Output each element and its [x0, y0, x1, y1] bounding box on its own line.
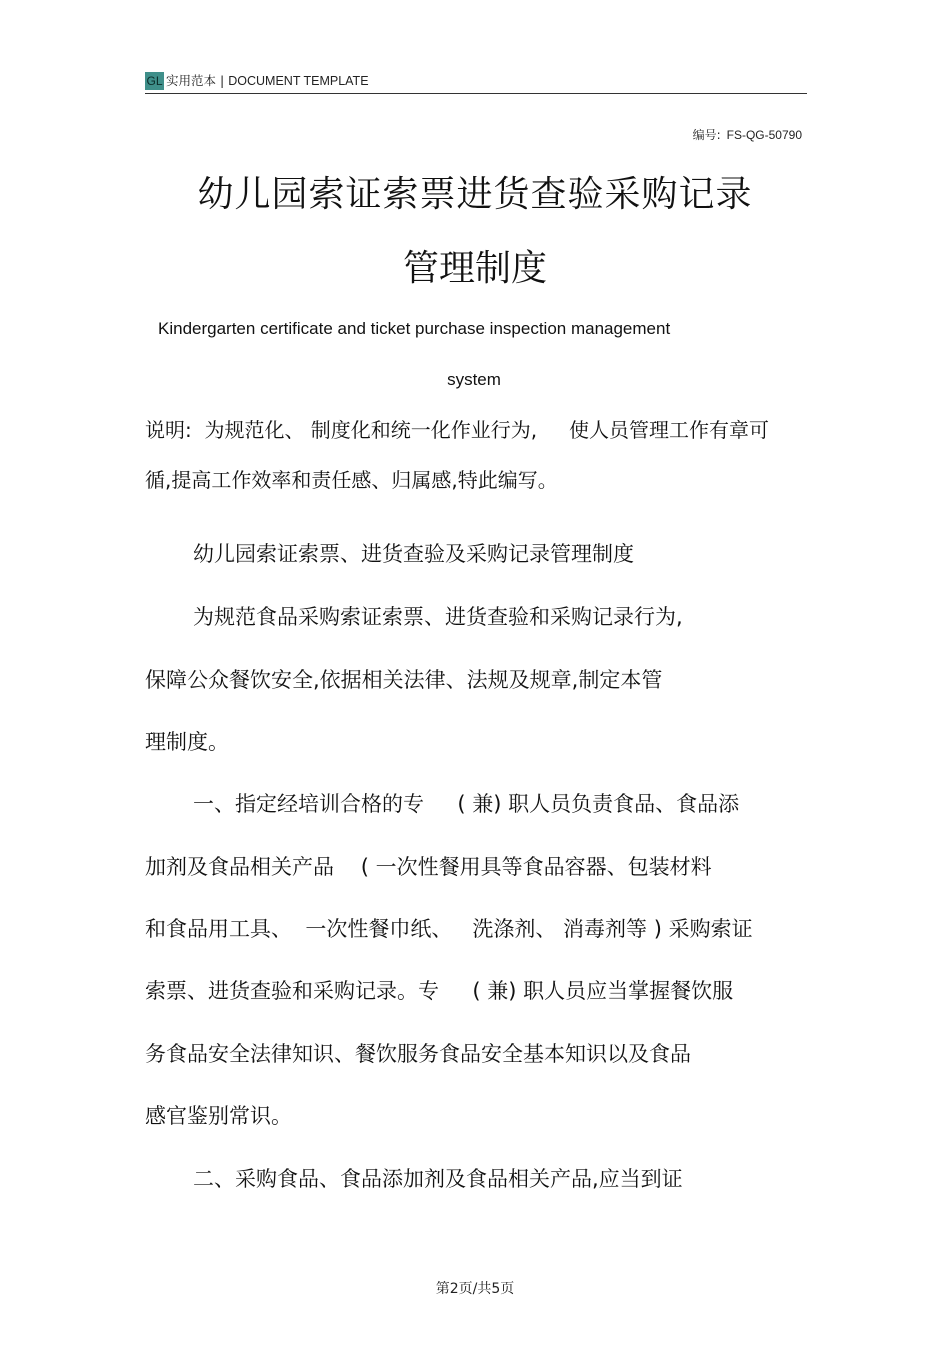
header-separator: | [220, 73, 225, 88]
document-serial [693, 126, 802, 143]
paragraph-1-line-2: 保障公众餐饮安全,依据相关法律、法规及规章,制定本管 [145, 668, 663, 692]
note-line-2: 循,提高工作效率和责任感、归属感,特此编写。 [145, 468, 558, 492]
gl-logo: GL [146, 74, 163, 88]
paragraph-3-line-1: 二、采购食品、食品添加剂及食品相关产品,应当到证 [193, 1167, 683, 1191]
document-title-line-1: 幼儿园索证索票进货查验采购记录 [197, 174, 753, 215]
note-line-1: 说明: 为规范化、 制度化和统一化作业行为, 使人员管理工作有章可 [145, 418, 769, 442]
document-header [145, 68, 807, 94]
paragraph-2-line-5: 务食品安全法律知识、餐饮服务食品安全基本知识以及食品 [145, 1042, 691, 1066]
document-title-line-2: 管理制度 [402, 248, 547, 289]
paragraph-1-line-3: 理制度。 [145, 730, 229, 754]
header-title-en: DOCUMENT TEMPLATE [228, 74, 369, 88]
section-heading: 幼儿园索证索票、进货查验及采购记录管理制度 [193, 542, 634, 566]
paragraph-2-line-4: 索票、进货查验和采购记录。专 ( 兼) 职人员应当掌握餐饮服 [145, 979, 734, 1003]
paragraph-2-line-6: 感官鉴别常识。 [145, 1104, 292, 1128]
english-subtitle-line-2: system [447, 370, 501, 389]
paragraph-1-line-1: 为规范食品采购索证索票、进货查验和采购记录行为, [193, 605, 683, 629]
serial-number: FS-QG-50790 [726, 128, 802, 142]
english-subtitle-line-1: Kindergarten certificate and ticket purchase inspection management [158, 319, 671, 338]
header-title [166, 72, 369, 90]
paragraph-2-line-2: 加剂及食品相关产品 ( 一次性餐用具等食品容器、包装材料 [145, 855, 712, 879]
page-number: 第2页/共5页 [435, 1281, 515, 1297]
paragraph-2-line-1: 一、指定经培训合格的专 ( 兼) 职人员负责食品、食品添 [193, 792, 740, 816]
paragraph-2-line-3: 和食品用工具、 一次性餐巾纸、 洗涤剂、 消毒剂等 ) 采购索证 [145, 917, 753, 941]
header-title-cn: 实用范本 [166, 73, 217, 88]
serial-label: 编号: [692, 128, 721, 142]
